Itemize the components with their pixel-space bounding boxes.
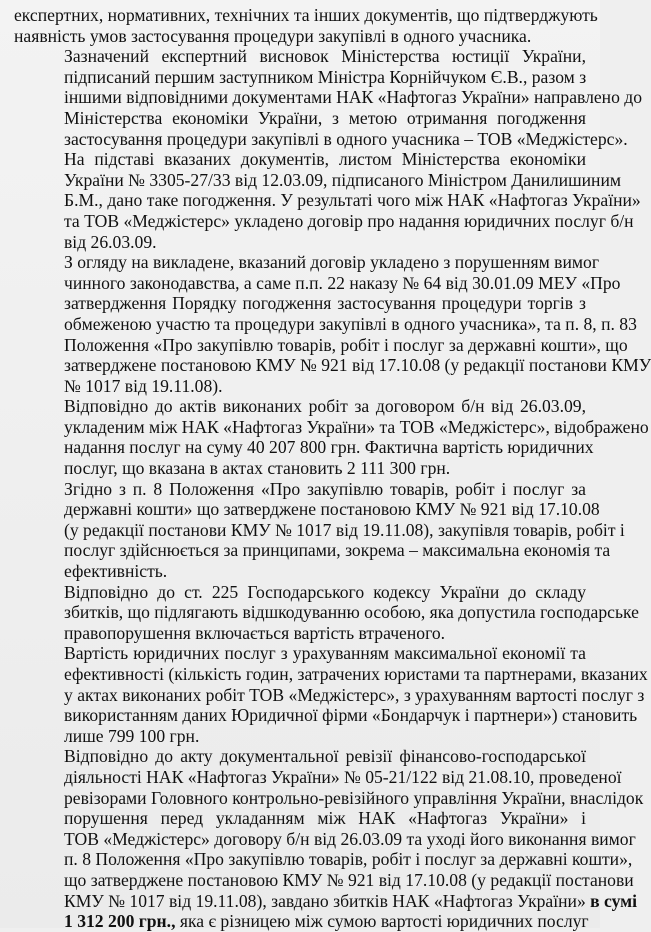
paragraph — [14, 5, 598, 46]
text-line: державні кошти» що затверджене постановою КМУ № 921 від 17.10.08 — [64, 499, 600, 520]
text-line: лише 799 100 грн. — [64, 725, 200, 746]
text-line: затвердження Порядку погодження застосування процедури торгів з — [64, 293, 586, 314]
text-line: використанням даних Юридичної фірми «Бондарчук і партнери») становить — [64, 705, 638, 726]
text-line: діяльності НАК «Нафтогаз України» № 05-21/122 від 21.08.10, проведеної — [64, 766, 622, 787]
text-line: від 26.03.09. — [64, 231, 157, 252]
text-run: яка є різницею між сумою вартості юридичних послуг — [175, 911, 589, 932]
paragraph — [14, 149, 641, 252]
text-line: Відповідно до акту документальної ревізії фінансово-господарської — [64, 746, 586, 767]
text-line: Міністерства економіки України, з метою отримання погодження — [64, 107, 586, 128]
text-line: експертних, нормативних, технічних та інших документів, що підтверджують — [14, 5, 598, 25]
text-line: затверджене постановою КМУ № 921 від 17.10.08 (у редакції постанови КМУ — [64, 355, 651, 376]
paragraph — [14, 46, 643, 149]
text-line — [14, 890, 638, 912]
text-line: збитків, що підлягають відшкодуванню особою, яка допустила господарське — [64, 602, 639, 623]
text-line: застосування процедури закупівлі в одного учасника – ТОВ «Меджістерс». — [64, 128, 628, 149]
text-line: (у редакції постанови КМУ № 1017 від 19.11.08), закупівля товарів, робіт і — [64, 519, 625, 540]
text-run: КМУ № 1017 від 19.11.08), завдано збитків НАК «Нафтогаз України» — [64, 890, 591, 911]
text-line — [14, 911, 589, 932]
text-line: Згідно з п. 8 Положення «Про закупівлю товарів, робіт і послуг за — [64, 478, 586, 499]
text-line: обмеженою участю та процедури закупівлі в одного учасника», та п. 8, п. 83 — [64, 313, 637, 334]
text-line: ефективність. — [64, 561, 168, 582]
text-line: підписаний першим заступником Міністра Корнійчуком Є.В., разом з — [64, 66, 587, 87]
text-line: у актах виконаних робіт ТОВ «Меджістерс», з урахуванням вартості послуг з — [64, 684, 645, 705]
text-line: іншими відповідними документами НАК «Нафтогаз України» направлено до — [64, 87, 643, 108]
text-line: чинного законодавства, а саме п.п. 22 наказу № 64 від 30.01.09 МЕУ «Про — [64, 272, 621, 293]
text-line: З огляду на викладене, вказаний договір укладено з порушенням вимог — [64, 252, 600, 273]
text-line: Б.М., дано таке погодження. У результаті чого між НАК «Нафтогаз України» — [64, 190, 641, 211]
text-line: наявність умов застосування процедури закупівлі в одного учасника. — [14, 25, 532, 46]
text-line: Відповідно до актів виконаних робіт за договором б/н від 26.03.09, — [64, 396, 586, 417]
paragraph — [14, 478, 625, 582]
text-line: що затверджене постановою КМУ № 921 від 17.10.08 (у редакції постанови — [64, 869, 634, 890]
text-line: п. 8 Положення «Про закупівлю товарів, робіт і послуг за державні кошти», — [64, 849, 633, 870]
text-line: укладеним між НАК «Нафтогаз України» та ТОВ «Меджістерс», відображено — [64, 416, 649, 437]
damage-amount-emphasis: в сумі — [590, 890, 638, 911]
damage-amount: 1 312 200 грн., — [64, 911, 176, 932]
paragraph — [14, 581, 639, 644]
paragraph — [14, 252, 651, 396]
text-line: На підставі вказаних документів, листом Міністерства економіки — [64, 149, 586, 170]
paragraph — [14, 396, 649, 479]
text-line: № 1017 від 19.11.08). — [64, 375, 223, 396]
text-line: Зазначений експертний висновок Міністерства юстиції України, — [64, 46, 586, 67]
paragraph — [14, 746, 644, 932]
text-line: Вартість юридичних послуг з урахуванням максимальної економії та — [64, 643, 586, 664]
text-line: послуг здійснюється за принципами, зокрема – максимальна економія та — [64, 540, 611, 561]
text-line: правопорушення включається вартість втраченого. — [64, 622, 446, 643]
text-line: ефективності (кількість годин, затрачених юристами та партнерами, вказаних — [64, 664, 648, 684]
text-line: порушення перед укладанням між НАК «Нафтогаз України» і — [64, 808, 586, 829]
text-line: та ТОВ «Меджістерс» укладено договір про надання юридичних послуг б/н — [64, 210, 634, 231]
text-line: України № 3305-27/33 від 12.03.09, підписаного Міністром Данилишиним — [64, 169, 622, 190]
text-line: ТОВ «Меджістерс» договору б/н від 26.03.09 та уході його виконання вимог — [64, 828, 636, 849]
text-line: надання послуг на суму 40 207 800 грн. Фактична вартість юридичних — [64, 437, 594, 458]
text-line: Відповідно до ст. 225 Господарського кодексу України до складу — [64, 581, 586, 602]
text-line: послуг, що вказана в актах становить 2 111 300 грн. — [64, 458, 451, 479]
text-line: ревізорами Головного контрольно-ревізійного управління України, внаслідок — [64, 787, 644, 808]
text-line: Положення «Про закупівлю товарів, робіт і послуг за державні кошти», що — [64, 334, 628, 355]
paragraph — [14, 643, 648, 746]
